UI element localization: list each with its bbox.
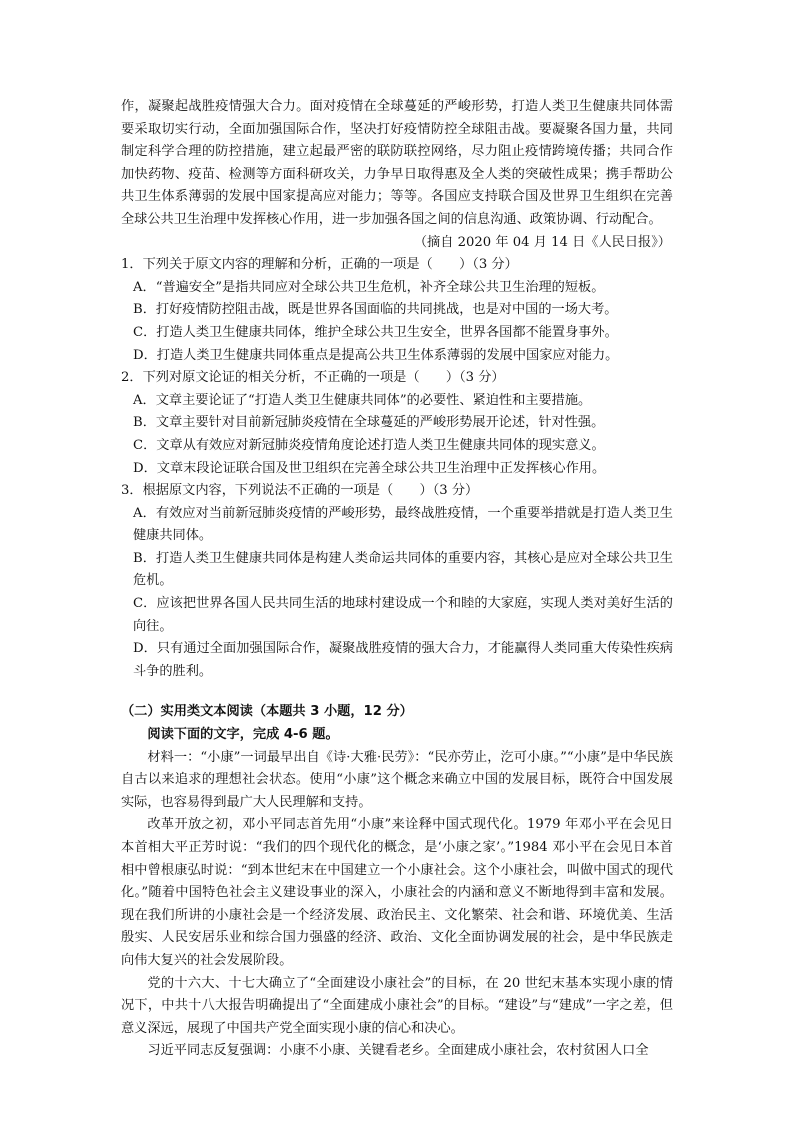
question-option: D．打造人类卫生健康共同体重点是提高公共卫生体系薄弱的发展中国家应对能力。 [133, 347, 619, 363]
question-2 [121, 367, 673, 480]
question-option: A．有效应对当前新冠肺炎疫情的严峻形势，最终战胜疫情，一个重要举措就是打造人类卫生健康共同体。 [133, 505, 673, 544]
question-3 [121, 480, 673, 683]
question-option: B．文章主要针对目前新冠肺炎疫情在全球蔓延的严峻形势展开论述，针对性强。 [133, 415, 605, 431]
question-option: C．文章从有效应对新冠肺炎疫情角度论述打造人类卫生健康共同体的现实意义。 [133, 437, 605, 453]
question-stem: 2．下列对原文论证的相关分析，不正确的一项是（ ）（3 分） [121, 370, 505, 386]
passage-source: （摘自 2020 年 04 月 14 日《人民日报》） [413, 234, 671, 250]
material-paragraph: 改革开放之初，邓小平同志首先用“小康”来诠释中国式现代化。1979 年邓小平在会见日本首相大平正芳时说：“我们的四个现代化的概念，是‘小康之家’。”1984 邓小平在会见日本首相中曾根康弘时说：“到本世纪末在中国建立一个小康社会。这个小康社会，叫做中国式的现代化。”随着中国特色社会主义建设事业的深入，小康社会的内涵和意义不断地得到丰富和发展。现在我们所讲的小康社会是一个经济发展、政治民主、文化繁荣、社会和谐、环境优美、生活殷实、人民安居乐业和综合国力强盛的经济、政治、文化全面协调发展的社会，是中华民族走向伟大复兴的社会发展阶段。 [121, 817, 673, 968]
question-stem: 1．下列关于原文内容的理解和分析，正确的一项是（ ）（3 分） [121, 257, 518, 273]
question-option: D．只有通过全面加强国际合作，凝聚战胜疫情的强大合力，才能赢得人类同重大传染性疾病斗争的胜利。 [133, 641, 673, 679]
material-paragraph: 习近平同志反复强调：小康不小康、关键看老乡。全面建成小康社会，农村贫困人口全 [147, 1043, 649, 1059]
question-option: D．文章末段论证联合国及世卫组织在完善全球公共卫生治理中正发挥核心作用。 [133, 460, 606, 476]
passage-paragraph: 作，凝聚起战胜疫情强大合力。面对疫情在全球蔓延的严峻形势，打造人类卫生健康共同体需要采取切实行动，全面加强国际合作，坚决打好疫情防控全球阻击战。要凝聚各国力量，共同制定科学合理的防控措施，建立起最严密的联防联控网络，尽力阻止疫情跨境传播；共同合作加快药物、疫苗、检测等方面科研攻关，力争早日取得惠及全人类的突破性成果；携手帮助公共卫生体系薄弱的发展中国家提高应对能力；等等。各国应支持联合国及世界卫生组织在完善全球公共卫生治理中发挥核心作用，进一步加强各国之间的信息沟通、政策协调、行动配合。 [121, 99, 673, 227]
document-content [121, 96, 673, 1063]
section-instruction: 阅读下面的文字，完成 4-6 题。 [147, 727, 339, 743]
section-title: （二）实用类文本阅读（本题共 3 小题，12 分） [121, 704, 413, 720]
question-option: C．应该把世界各国人民共同生活的地球村建设成一个和睦的大家庭，实现人类对美好生活的向往。 [133, 596, 673, 634]
question-1 [121, 254, 673, 367]
question-option: C．打造人类卫生健康共同体，维护全球公共卫生安全，世界各国都不能置身事外。 [133, 324, 618, 340]
question-option: B．打造人类卫生健康共同体是构建人类命运共同体的重要内容，其核心是应对全球公共卫生危机。 [133, 550, 673, 589]
question-option: A．“普遍安全”是指共同应对全球公共卫生危机，补齐全球公共卫生治理的短板。 [133, 279, 605, 295]
question-stem: 3．根据原文内容，下列说法不正确的一项是（ ）（3 分） [121, 483, 479, 499]
question-option: B．打好疫情防控阻击战，既是世界各国面临的共同挑战，也是对中国的一场大考。 [133, 302, 618, 318]
material-paragraph: 党的十六大、十七大确立了“全面建设小康社会”的目标，在 20 世纪末基本实现小康的情况下，中共十八大报告明确提出了“全面建成小康社会”的目标。“建设”与“建成”一字之差，但意义深远，展现了中国共产党全面实现小康的信心和决心。 [121, 975, 673, 1036]
material-paragraph: 材料一：“小康”一词最早出自《诗·大雅·民劳》：“民亦劳止，汔可小康。”“小康”是中华民族自古以来追求的理想社会状态。使用“小康”这个概念来确立中国的发展目标，既符合中国发展实际，也容易得到最广大人民理解和支持。 [121, 749, 673, 810]
question-option: A．文章主要论证了“打造人类卫生健康共同体”的必要性、紧迫性和主要措施。 [133, 392, 592, 408]
